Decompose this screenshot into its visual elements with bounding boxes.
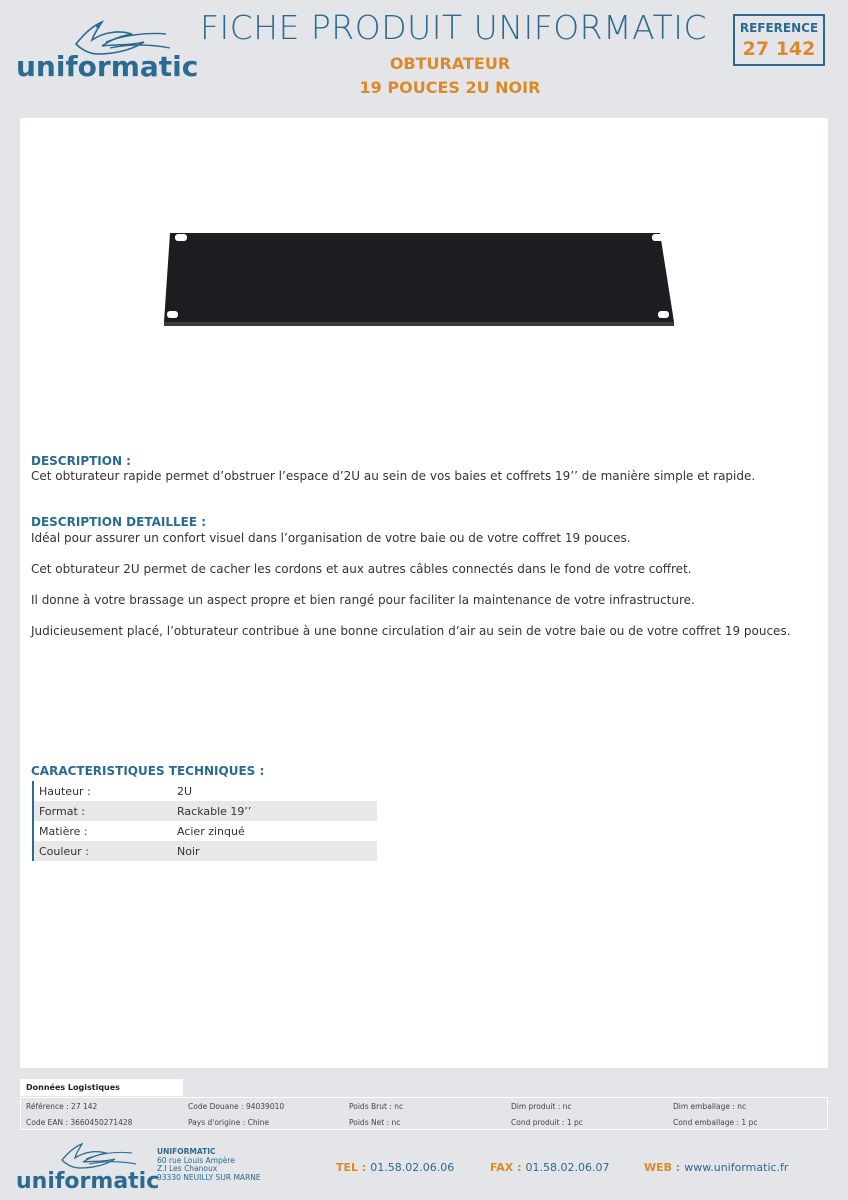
logistics-title: Données Logistiques [20, 1079, 183, 1096]
web-contact [644, 1161, 788, 1174]
logistics-cell: Code EAN : 3660450271428 [26, 1118, 133, 1127]
company-name: UNIFORMATIC [157, 1147, 216, 1156]
website-link[interactable]: www.uniformatic.fr [684, 1161, 789, 1174]
detailed-description-title: DESCRIPTION DETAILLEE : [31, 515, 207, 529]
logistics-cell: Code Douane : 94039010 [188, 1102, 285, 1111]
fax-label: FAX : [490, 1161, 522, 1174]
tel-label: TEL : [336, 1161, 367, 1174]
logistics-cell: Référence : 27 142 [26, 1102, 98, 1111]
spec-label: Matière : [39, 824, 88, 838]
spec-row [34, 841, 377, 861]
product-image [162, 230, 676, 330]
spec-label: Hauteur : [39, 784, 91, 798]
spec-row [34, 781, 377, 801]
content-panel [20, 118, 828, 1068]
bird-logo-icon [14, 1138, 160, 1194]
logistics-cell: Cond emballage : 1 pc [673, 1118, 758, 1127]
spec-value: Acier zinqué [177, 824, 245, 838]
reference-label: REFERENCE [739, 21, 819, 35]
mount-hole [652, 234, 664, 241]
logistics-cell: Poids Net : nc [349, 1118, 401, 1127]
brand-logo [14, 14, 199, 86]
mount-hole [167, 311, 178, 318]
product-subtitle-line2: 19 POUCES 2U NOIR [359, 78, 541, 97]
spec-value: Rackable 19’’ [177, 804, 252, 818]
logistics-table [20, 1097, 828, 1130]
detailed-paragraph: Judicieusement placé, l’obturateur contribue à une bonne circulation d’air au sein de votre baie ou de votre coffret 19 pouces. [31, 624, 791, 638]
product-subtitle-line1: OBTURATEUR [389, 54, 511, 73]
detailed-paragraph: Il donne à votre brassage un aspect propre et bien rangé pour faciliter la maintenance de votre infrastructure. [31, 593, 695, 607]
bird-logo-icon [14, 14, 199, 86]
specs-table [32, 781, 377, 861]
address-line: Z.I Les Chanoux [157, 1164, 218, 1173]
fax-number: 01.58.02.06.07 [525, 1161, 610, 1174]
spec-value: Noir [177, 844, 200, 858]
specs-title: CARACTERISTIQUES TECHNIQUES : [31, 764, 265, 778]
brand-wordmark: uniformatic [16, 50, 199, 83]
spec-label: Format : [39, 804, 85, 818]
spec-row [34, 821, 377, 841]
tel-contact [336, 1161, 454, 1174]
logistics-cell: Cond produit : 1 pc [511, 1118, 583, 1127]
description-title: DESCRIPTION : [31, 454, 131, 468]
page-title: FICHE PRODUIT UNIFORMATIC [200, 8, 708, 47]
address-line: 93330 NEUILLY SUR MARNE [157, 1172, 261, 1182]
logistics-cell: Pays d'origine : Chine [188, 1118, 270, 1127]
spec-row [34, 801, 377, 821]
mount-hole [658, 311, 669, 318]
reference-value: 27 142 [742, 38, 816, 60]
brand-wordmark: uniformatic [16, 1169, 160, 1194]
logistics-cell: Dim produit : nc [511, 1102, 572, 1111]
logistics-cell: Poids Brut : nc [349, 1102, 404, 1111]
detailed-paragraph: Cet obturateur 2U permet de cacher les cordons et aux autres câbles connectés dans le fond de votre coffret. [31, 562, 692, 576]
tel-number[interactable]: 01.58.02.06.06 [370, 1161, 455, 1174]
fax-contact [490, 1161, 609, 1174]
spec-value: 2U [177, 784, 193, 798]
mount-hole [175, 234, 187, 241]
footer-logo [14, 1138, 160, 1194]
web-label: WEB : [644, 1161, 681, 1174]
address-line: 60 rue Louis Ampère [157, 1155, 235, 1165]
reference-box [733, 14, 825, 66]
detailed-paragraph: Idéal pour assurer un confort visuel dans l’organisation de votre baie ou de votre coffret 19 pouces. [31, 531, 631, 545]
company-address [157, 1148, 261, 1182]
spec-label: Couleur : [39, 844, 89, 858]
logistics-cell: Dim emballage : nc [673, 1102, 747, 1111]
description-text: Cet obturateur rapide permet d’obstruer l’espace d’2U au sein de vos baies et coffrets 19’’ de manière simple et rapide. [31, 469, 756, 483]
